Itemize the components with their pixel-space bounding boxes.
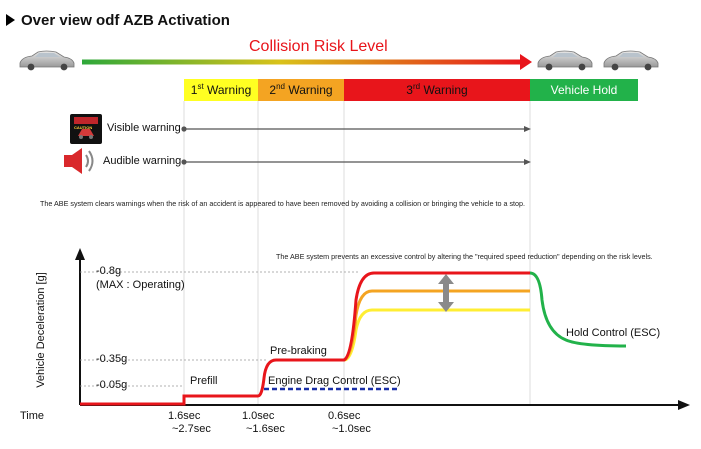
band-first-warning: 1st Warning xyxy=(184,79,258,101)
deceleration-curve-orange xyxy=(344,291,530,360)
label-prefill: Prefill xyxy=(190,375,218,387)
y-tick-max-note: (MAX : Operating) xyxy=(96,279,185,291)
y-axis-label: Vehicle Deceleration [g] xyxy=(35,272,47,388)
y-tick-low: -0.05g xyxy=(96,379,128,391)
time-label-3-bottom: ~1.0sec xyxy=(332,423,371,435)
caution-badge-text: CAUTION xyxy=(74,125,93,130)
band-third-warning: 3rd Warning xyxy=(344,79,530,101)
time-label-1-bottom: ~2.7sec xyxy=(172,423,211,435)
y-axis xyxy=(75,248,85,405)
time-label-1-top: 1.6sec xyxy=(168,410,201,422)
car-icon-left xyxy=(20,51,74,70)
time-label-2-top: 1.0sec xyxy=(242,410,275,422)
note-clears-warnings: The ABE system clears warnings when the risk of an accident is appeared to have been removed by avoiding a collision or bringing the vehicle to a stop. xyxy=(40,199,526,208)
visible-warning-line xyxy=(181,126,531,132)
audible-warning-label: Audible warning xyxy=(103,155,182,167)
audible-warning-line xyxy=(181,159,531,165)
collision-risk-arrow xyxy=(82,54,532,70)
band-second-warning: 2nd Warning xyxy=(258,79,344,101)
label-hold-control: Hold Control (ESC) xyxy=(566,327,661,339)
speaker-icon xyxy=(64,148,93,174)
page-title: Over view odf AZB Activation xyxy=(6,12,230,29)
note-prevents-excess: The ABE system prevents an excessive control by altering the "required speed reduction" depending on the risk levels. xyxy=(276,252,653,261)
y-tick-max: -0.8g xyxy=(96,265,122,277)
visible-warning-label: Visible warning xyxy=(107,122,181,134)
car-icon-middle xyxy=(538,51,592,70)
time-label-3-top: 0.6sec xyxy=(328,410,361,422)
label-engine-drag: Engine Drag Control (ESC) xyxy=(268,375,401,387)
collision-risk-label: Collision Risk Level xyxy=(249,38,388,55)
label-prebraking: Pre-braking xyxy=(270,345,327,357)
adjustment-double-arrow xyxy=(438,274,454,312)
y-tick-mid: -0.35g xyxy=(96,353,128,365)
car-icon-right xyxy=(604,51,658,70)
deceleration-curve-yellow xyxy=(344,310,530,360)
time-label-2-bottom: ~1.6sec xyxy=(246,423,285,435)
band-vehicle-hold: Vehicle Hold xyxy=(530,79,638,101)
x-axis-label: Time xyxy=(20,410,45,422)
